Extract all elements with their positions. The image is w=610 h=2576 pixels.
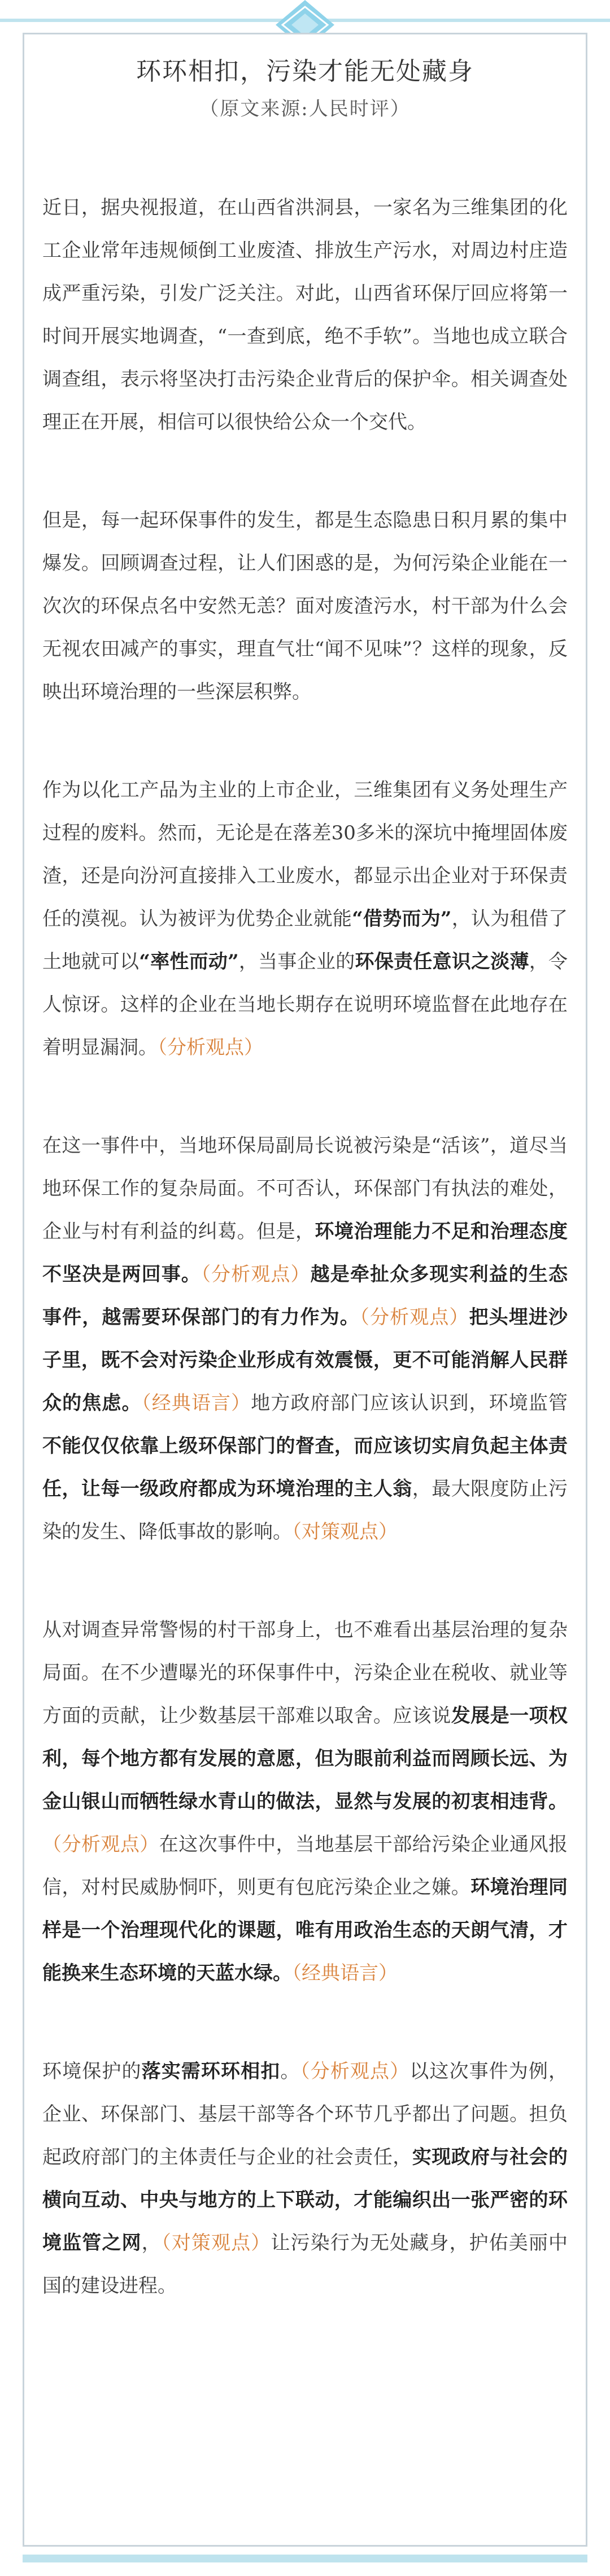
- paragraph-gap: [42, 713, 568, 769]
- annotation-tag: （对策观点）: [292, 1521, 398, 1543]
- emphasis: 实现政府与社会的横向互动、中央与地方的上下联动，才能编织出一张严密的环境监管之网: [42, 2146, 568, 2254]
- paragraph-4: [42, 1124, 568, 1553]
- text: 地方政府部门应该认识到，环境监管: [251, 1392, 568, 1414]
- emphasis: 把头埋进沙子里，既不会对污染企业形成有效震慑，更不可能消解人民群众的焦虑。: [42, 1306, 568, 1414]
- annotation-tag: （分析观点）: [158, 1036, 263, 1059]
- annotation-tag: （分析观点）: [201, 1263, 311, 1286]
- article-title: 环环相扣，污染才能无处藏身: [136, 57, 474, 86]
- text: 让污染行为无处藏身，护佑美丽中国的建设进程。: [42, 2232, 568, 2297]
- text: 作为以化工产品为主业的上市企业，三维集团有义务处理生产过程的废料。然而，无论是在落差30多米的深坑中掩埋固体废渣，还是向汾河直接排入工业废水，都显示出企业对于环保责任的漠视。认为被评为优势企业就能: [42, 779, 568, 930]
- text: ，当事企业的: [238, 950, 355, 973]
- article-source: （原文来源:人民时评）: [199, 98, 411, 120]
- annotation-tag: （经典语言）: [141, 1392, 251, 1414]
- text: 从对调查异常警惕的村干部身上，也不难看出基层治理的复杂局面。在不少遭曝光的环保事件中，污染企业在税收、就业等方面的贡献，让少数基层干部难以取舍。应该说: [42, 1619, 568, 1727]
- text: 环境保护的: [42, 2060, 142, 2083]
- text: 近日，据央视报道，在山西省洪洞县，一家名为三维集团的化工企业常年违规倾倒工业废渣、排放生产污水，对周边村庄造成严重污染，引发广泛关注。对此，山西省环保厅回应将第一时间开展实地调查，“一查到底，绝不手软”。当地也成立联合调查组，表示将坚决打击污染企业背后的保护伞。相关调查处理正在开展，相信可以很快给公众一个交代。: [42, 196, 568, 433]
- emphasis: 环保责任意识之淡薄: [355, 950, 529, 973]
- paragraph-3: [42, 769, 568, 1069]
- text: 在这一事件中，当地环保局副局长说被污染是“活该”，道尽当地环保工作的复杂局面。不可否认，环保部门有执法的难处，企业与村有利益的纠葛。但是，: [42, 1134, 568, 1243]
- text: ，: [141, 2232, 162, 2254]
- text: 以这次事件为例，企业、环保部门、基层干部等各个环节几乎都出了问题。担负起政府部门的主体责任与企业的社会责任，: [42, 2060, 568, 2168]
- emphasis: 不能仅仅依靠上级环保部门的督查，而应该切实肩负起主体责任，让每一级政府都成为环境治理的主人翁: [42, 1435, 568, 1500]
- text: ，认为租借了土地就可以: [42, 908, 568, 973]
- text: ，令人惊讶。这样的企业在当地长期存在说明环境监督在此地存在着明显漏洞。: [42, 950, 568, 1059]
- paragraph-gap: [42, 1069, 568, 1124]
- annotation-tag: （对策观点）: [161, 2232, 271, 2254]
- text: ，最大限度防止污染的发生、降低事故的影响。: [42, 1478, 568, 1543]
- paragraph-gap: [42, 1553, 568, 1609]
- bottom-ornament: [23, 2555, 587, 2562]
- annotation-tag: （分析观点）: [42, 1833, 159, 1856]
- emphasis: 落实需环环相扣: [141, 2060, 281, 2083]
- paragraph-6: [42, 2050, 568, 2307]
- emphasis: 环境治理能力不足和治理态度不坚决是两回事。: [42, 1220, 568, 1286]
- annotation-tag: （经典语言）: [292, 1962, 398, 1984]
- paragraph-1: [42, 186, 568, 444]
- article-body: [42, 186, 568, 2307]
- text: 在这次事件中，当地基层干部给污染企业通风报信，对村民威胁恫吓，则更有包庇污染企业之嫌。: [42, 1833, 568, 1899]
- paragraph-5: [42, 1609, 568, 1995]
- annotation-tag: （分析观点）: [300, 2060, 410, 2083]
- text: 但是，每一起环保事件的发生，都是生态隐患日积月累的集中爆发。回顾调查过程，让人们困惑的是，为何污染企业能在一次次的环保点名中安然无恙？面对废渣污水，村干部为什么会无视农田减产的事实，理直气壮“闻不见味”？这样的现象，反映出环境治理的一些深层积弊。: [42, 509, 568, 703]
- paragraph-2: [42, 499, 568, 713]
- emphasis: “率性而动”: [139, 950, 239, 973]
- emphasis: 越是牵扯众多现实利益的生态事件，越需要环保部门的有力作为。: [42, 1263, 568, 1329]
- paragraph-gap: [42, 1995, 568, 2050]
- text: 。: [280, 2060, 300, 2083]
- emphasis: 环境治理同样是一个治理现代化的课题，唯有用政治生态的天朗气清，才能换来生态环境的天蓝水绿。: [42, 1876, 568, 1984]
- emphasis: 发展是一项权利，每个地方都有发展的意愿，但为眼前利益而罔顾长远、为金山银山而牺牲绿水青山的做法，显然与发展的初衷相违背。: [42, 1705, 568, 1813]
- annotation-tag: （分析观点）: [359, 1306, 469, 1329]
- emphasis: “借势而为”: [352, 908, 452, 930]
- paragraph-gap: [42, 444, 568, 499]
